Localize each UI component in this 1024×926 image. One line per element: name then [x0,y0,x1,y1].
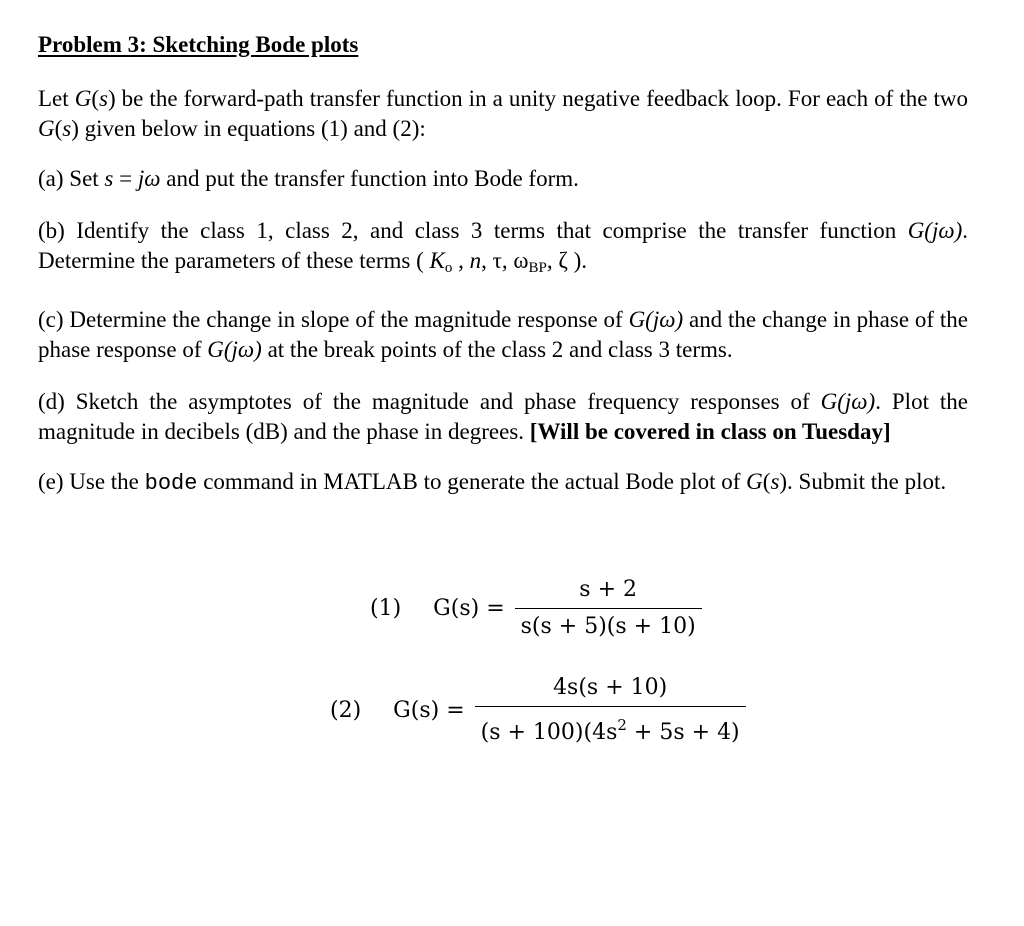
part-c-gjw-symbol-2: G(jω) [207,337,262,362]
part-b-text-3: , [452,248,470,273]
part-d-text-1: (d) Sketch the asymptotes of the magnitude and phase frequency responses of [38,389,821,414]
equation-1-lhs: G(s) = [433,596,505,621]
part-d-text-2: . Plot the magnitude in decibels (dB) and the phase in degrees. [38,389,968,444]
equation-1-denominator: s(s + 5)(s + 10) [515,608,702,641]
problem-document [38,30,968,499]
part-b-paragraph [38,216,968,283]
part-a-text-1: (a) Set [38,166,105,191]
part-a-s-symbol: s [104,166,114,191]
part-d-gjw-symbol: G(jω) [820,389,876,414]
intro-paren-open-1: ( [91,86,99,111]
part-a-jw-symbol: jω [137,166,161,191]
part-b-text-1: (b) Identify the class 1, class 2, and class 3 terms that comprise the transfer function [38,218,908,243]
part-c-text-3: at the break points of the class 2 and class 3 terms. [261,337,733,362]
equation-2-number: (2) [330,698,362,723]
equation-1 [370,576,702,641]
equation-2-denominator-exponent: 2 [617,716,627,734]
intro-paragraph [38,84,968,144]
part-c-text-2: and the change in phase of the phase response of [38,307,968,362]
part-e-paragraph [38,467,968,499]
equation-1-fraction [515,576,702,641]
part-b-k-symbol: K [429,248,445,273]
part-b-n-symbol: n [469,248,482,273]
part-e-paren-open: ( [762,469,771,494]
intro-s-symbol-1: s [99,86,108,111]
part-b-text-4: , τ, ω [481,248,529,273]
intro-g-symbol-1: G [74,86,92,111]
part-a-paragraph [38,164,968,194]
part-a-equals: = [113,166,138,191]
part-e-text-2: command in MATLAB to generate the actual Bode plot of [197,469,747,494]
part-c-text-1: (c) Determine the change in slope of the magnitude response of [38,307,629,332]
intro-g-symbol-2: G [38,116,55,141]
part-b-text-2: . Determine the parameters of these terms ( [38,218,968,273]
part-e-text-1: (e) Use the [38,469,145,494]
intro-s-symbol-2: s [62,116,72,141]
part-b-w-subscript: BP [528,260,547,276]
intro-text-2: ) be the forward-path transfer function in a unity negative feedback loop. For each of the two [107,86,968,111]
equation-1-number: (1) [370,596,402,621]
equation-2 [330,674,746,747]
part-c-gjw-symbol-1: G(jω) [628,307,684,332]
equation-2-denominator-part-a: (s + 100)(4s [480,720,618,745]
part-c-paragraph [38,305,968,365]
intro-text-1: Let [38,86,75,111]
part-b-gjw-symbol: G(jω) [907,218,963,243]
equation-2-fraction [475,674,746,747]
equation-2-lhs: G(s) = [393,698,465,723]
equation-2-denominator-part-b: + 5s + 4) [626,720,740,745]
equation-2-denominator [475,706,746,747]
part-e-bode-command: bode [144,471,198,496]
part-b-k-subscript: o [444,260,453,276]
part-d-class-note: [Will be covered in class on Tuesday] [529,419,891,444]
intro-paren-open-2: ( [54,116,63,141]
part-e-g-symbol: G [746,469,763,494]
intro-text-3: ) given below in equations (1) and (2): [71,116,426,141]
part-e-s-symbol: s [770,469,780,494]
equation-2-numerator: 4s(s + 10) [553,675,668,700]
part-b-text-5: , ζ ). [546,248,588,273]
problem-title: Problem 3: Sketching Bode plots [38,32,359,57]
part-e-text-3: ). Submit the plot. [779,469,947,494]
part-d-paragraph [38,387,968,447]
equation-1-numerator: s + 2 [579,577,638,602]
part-a-text-2: and put the transfer function into Bode form. [160,166,579,191]
